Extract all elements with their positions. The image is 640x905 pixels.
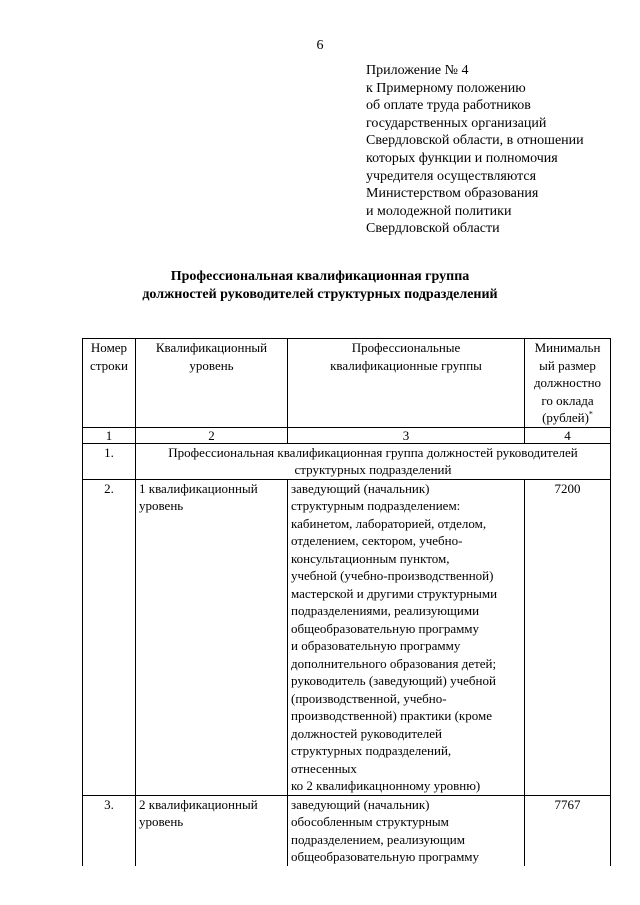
position-description: заведующий (начальник) обособленным структурным подразделением, реализующим общеобразовательную программу — [288, 795, 525, 866]
appendix-line: которых функции и полномочия — [366, 150, 558, 166]
table-row — [83, 479, 611, 795]
qualification-table — [82, 338, 611, 866]
section-row — [83, 443, 611, 479]
min-salary-value: 7767 — [525, 795, 611, 866]
appendix-line: учредителя осуществляются — [366, 168, 537, 184]
appendix-line: и молодежной политики — [366, 203, 512, 219]
appendix-block — [366, 62, 636, 238]
qualification-level: 1 квалификационный уровень — [136, 479, 288, 795]
column-number-row — [83, 427, 611, 443]
appendix-line: Свердловской области — [366, 221, 500, 237]
appendix-line: государственных организаций — [366, 115, 547, 131]
header-row-number: Номер строки — [83, 339, 136, 428]
row-number: 2. — [83, 479, 136, 795]
min-salary-value: 7200 — [525, 479, 611, 795]
column-number: 3 — [288, 427, 525, 443]
appendix-line: Приложение № 4 — [366, 63, 469, 78]
column-number: 4 — [525, 427, 611, 443]
section-title: Профессиональная квалификационная группа должностей руководителей структурных подразделений — [136, 443, 611, 479]
position-description: заведующий (начальник) структурным подразделением: кабинетом, лабораторией, отделом, отделением, сектором, учебно- консультационным пунктом, учебной (учебно-производственной) мастерской и другими структурными подразделениями, реализующими общеобразовательную программу и образовательную программу дополнительного образования детей; руководитель (заведующий) учебной (производственной, учебно- производственной) практики (кроме должностей руководителей структурных подразделений, отнесенных ко 2 квалификацнонному уровню) — [288, 479, 525, 795]
page-number: 6 — [316, 38, 324, 53]
appendix-line: к Примерному положению — [366, 80, 526, 96]
header-qualification-level: Квалификационный уровень — [136, 339, 288, 428]
footnote-mark: * — [588, 409, 593, 419]
appendix-line: Министерством образования — [366, 186, 539, 202]
appendix-line: об оплате труда работников — [366, 98, 531, 114]
qualification-level: 2 квалификационный уровень — [136, 795, 288, 866]
document-heading — [0, 268, 640, 304]
table-header-row — [83, 339, 611, 428]
heading-line: Профессиональная квалификационная группа — [170, 269, 470, 284]
column-number: 1 — [83, 427, 136, 443]
column-number: 2 — [136, 427, 288, 443]
header-min-salary: Минимальн ый размер должностно го оклада (рублей)* — [525, 339, 611, 428]
appendix-line: Свердловской области, в отношении — [366, 133, 584, 149]
heading-line: должностей руководителей структурных подразделений — [142, 287, 498, 302]
row-number: 3. — [83, 795, 136, 866]
section-row-number: 1. — [83, 443, 136, 479]
table-row — [83, 795, 611, 866]
header-professional-groups: Профессиональные квалификационные группы — [288, 339, 525, 428]
